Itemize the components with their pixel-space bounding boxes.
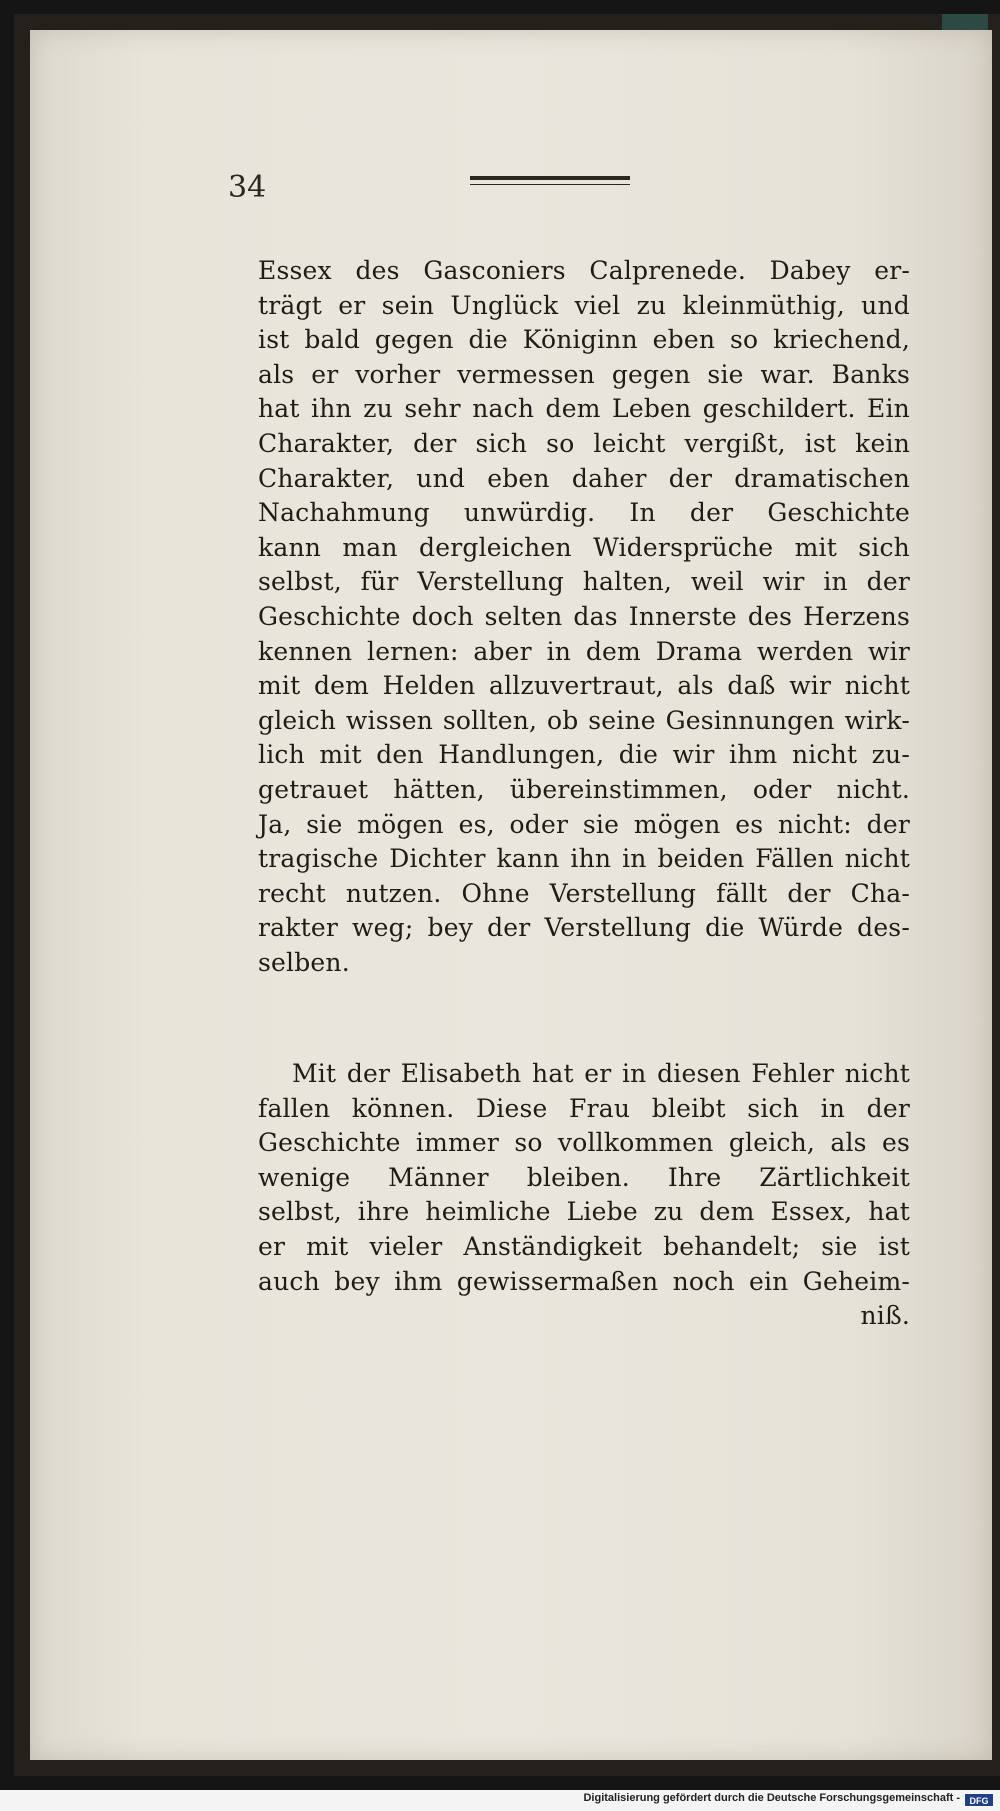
- text-line: tragische Dichter kann ihn in beiden Fällen nicht: [258, 844, 910, 874]
- text-line: Essex des Gasconiers Calprenede. Dabey er-: [258, 256, 910, 285]
- text-line: kennen lernen: aber in dem Drama werden wir: [258, 636, 910, 666]
- text-line: recht nutzen. Ohne Verstellung fällt der Cha-: [258, 878, 910, 908]
- text-line: Nachahmung unwürdig. In der Geschichte: [258, 498, 910, 528]
- text-line: Mit der Elisabeth hat er in diesen Fehler nicht: [292, 1059, 910, 1088]
- text-line: Ja, sie mögen es, oder sie mögen es nicht: der: [258, 809, 910, 839]
- text-line: selben.: [258, 947, 350, 977]
- text-line: wenige Männer bleiben. Ihre Zärtlichkeit: [258, 1162, 910, 1192]
- text-line: er mit vieler Anständigkeit behandelt; sie ist: [258, 1231, 910, 1261]
- paragraph-1: [258, 254, 910, 980]
- footer-credit: Digitalisierung gefördert durch die Deutsche Forschungsgemeinschaft -: [583, 1792, 960, 1804]
- text-line: getrauet hätten, übereinstimmen, oder nicht.: [258, 774, 910, 804]
- text-line: als er vorher vermessen gegen sie war. Banks: [258, 359, 910, 389]
- text-line: trägt er sein Unglück viel zu kleinmüthig, und: [258, 290, 910, 320]
- text-line: Geschichte doch selten das Innerste des Herzens: [258, 601, 910, 631]
- dfg-logo: DFG: [964, 1793, 994, 1807]
- catchword: niß.: [860, 1301, 910, 1331]
- digitization-footer: [0, 1790, 1000, 1811]
- text-line: hat ihn zu sehr nach dem Leben geschildert. Ein: [258, 394, 910, 424]
- text-line: Charakter, und eben daher der dramatischen: [258, 463, 910, 493]
- text-line: lich mit den Handlungen, die wir ihm nicht zu-: [258, 740, 910, 770]
- text-line: mit dem Helden allzuvertraut, als daß wir nicht: [258, 671, 910, 701]
- text-line: selbst, für Verstellung halten, weil wir in der: [258, 567, 910, 597]
- text-line: selbst, ihre heimliche Liebe zu dem Essex, hat: [258, 1197, 910, 1227]
- header-rule: [470, 176, 630, 185]
- text-line: fallen können. Diese Frau bleibt sich in der: [258, 1093, 910, 1123]
- text-line: rakter weg; bey der Verstellung die Würde des-: [258, 913, 910, 943]
- text-line: kann man dergleichen Widersprüche mit sich: [258, 532, 910, 562]
- text-line: Charakter, der sich so leicht vergißt, ist kein: [258, 428, 910, 458]
- page-number: 34: [228, 170, 267, 205]
- text-line: ist bald gegen die Königinn eben so kriechend,: [258, 325, 910, 355]
- text-line: Geschichte immer so vollkommen gleich, als es: [258, 1128, 910, 1158]
- text-line: auch bey ihm gewissermaßen noch ein Geheim-: [258, 1266, 910, 1296]
- paragraph-2: [258, 1057, 910, 1334]
- text-line: gleich wissen sollten, ob seine Gesinnungen wirk-: [258, 705, 910, 735]
